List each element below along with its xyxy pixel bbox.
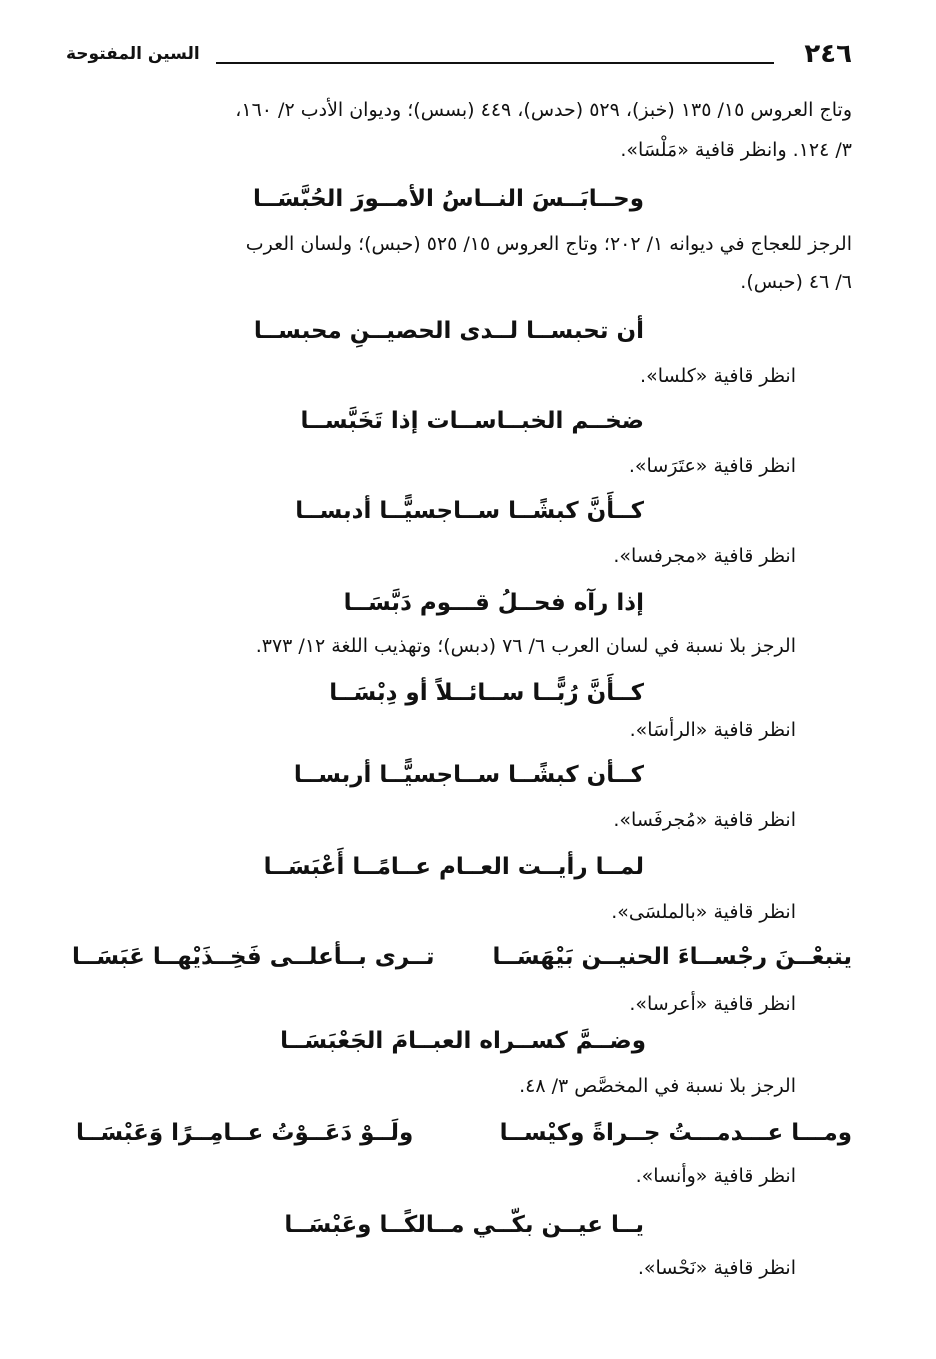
verse-line: كــأَنَّ كبشًــا ســاجسيًّــا أدبســا (295, 498, 644, 524)
page-header (66, 38, 852, 74)
verse-line: وحــابَــسَ النــاسُ الأمــورَ الحُبَّسَــا (252, 186, 644, 212)
verse-source: الرجز للعجاج في ديوانه ١/ ٢٠٢؛ وتاج العروس ١٥/ ٥٢٥ (حبس)؛ ولسان العرب (245, 233, 852, 255)
couplet-second-hemistich: ولَــوْ دَعَــوْتُ عــامِــرًا وَعَبْسَــا (76, 1120, 414, 1146)
cross-reference: انظر قافية «بالملسَى». (611, 901, 796, 923)
cross-reference: انظر قافية «مُجرفَسا». (613, 809, 796, 831)
verse-source: الرجز بلا نسبة في المخصَّص ٣/ ٤٨. (519, 1075, 796, 1097)
verse-line: يــا عيــن بكّــي مــالكًــا وعَبْسَــا (284, 1212, 644, 1238)
cross-reference: انظر قافية «نَحْسا». (637, 1257, 796, 1279)
citation-continued: وتاج العروس ١٥/ ١٣٥ (خبز)، ٥٢٩ (حدس)، ٤٤٩ (بسس)؛ وديوان الأدب ٢/ ١٦٠، (235, 99, 852, 121)
verse-line: وضــمَّ كســراه العبــامَ الجَعْبَسَــا (280, 1028, 646, 1054)
couplet-first-hemistich: ومـــا عـــدمـــتُ جــراةً وكيْســا (499, 1120, 852, 1146)
page-number: ٢٤٦ (804, 39, 852, 69)
verse-line: كــأن كبشًــا ســاجسيًّــا أربســا (293, 762, 644, 788)
couplet-first-hemistich: يتبعْــنَ رجْســاءَ الحنيــن بَيْهَسَــا (492, 944, 852, 970)
cross-reference: انظر قافية «الرأسَا». (629, 719, 796, 741)
cross-reference: انظر قافية «وأنسا». (635, 1165, 796, 1187)
header-rule (216, 62, 774, 64)
cross-reference: انظر قافية «عتَرَسا». (628, 455, 796, 477)
running-title: السين المفتوحة (66, 44, 200, 64)
verse-line: لمــا رأيــت العــام عــامًــا أَعْبَسَــا (263, 854, 644, 880)
verse-source: الرجز بلا نسبة في لسان العرب ٦/ ٧٦ (دبس)؛ وتهذيب اللغة ١٢/ ٣٧٣. (255, 635, 796, 657)
cross-reference: انظر قافية «مجرفسا». (613, 545, 796, 567)
verse-source-end: ٦/ ٤٦ (حبس). (740, 271, 852, 293)
verse-line: أن تحبســا لــدى الحصيــنِ محبســا (253, 318, 644, 344)
couplet-second-hemistich: تــرى بــأعلــى فَخِــذَيْهــا عَبَسَــا (72, 944, 435, 970)
cross-reference: انظر قافية «أعرسا». (629, 993, 796, 1015)
verse-line: ضخــم الخبــاســات إذا تَخَبَّســا (300, 408, 644, 434)
cross-reference: انظر قافية «كلسا». (640, 365, 796, 387)
citation-continued-end: ٣/ ١٢٤. وانظر قافية «مَلْسَا». (620, 139, 852, 161)
verse-line: إذا رآه فحــلُ قـــوم دَبَّسَــا (343, 590, 644, 616)
verse-line: كــأَنَّ رُبًّــا ســائــلاً أو دِبْسَــا (329, 680, 644, 706)
